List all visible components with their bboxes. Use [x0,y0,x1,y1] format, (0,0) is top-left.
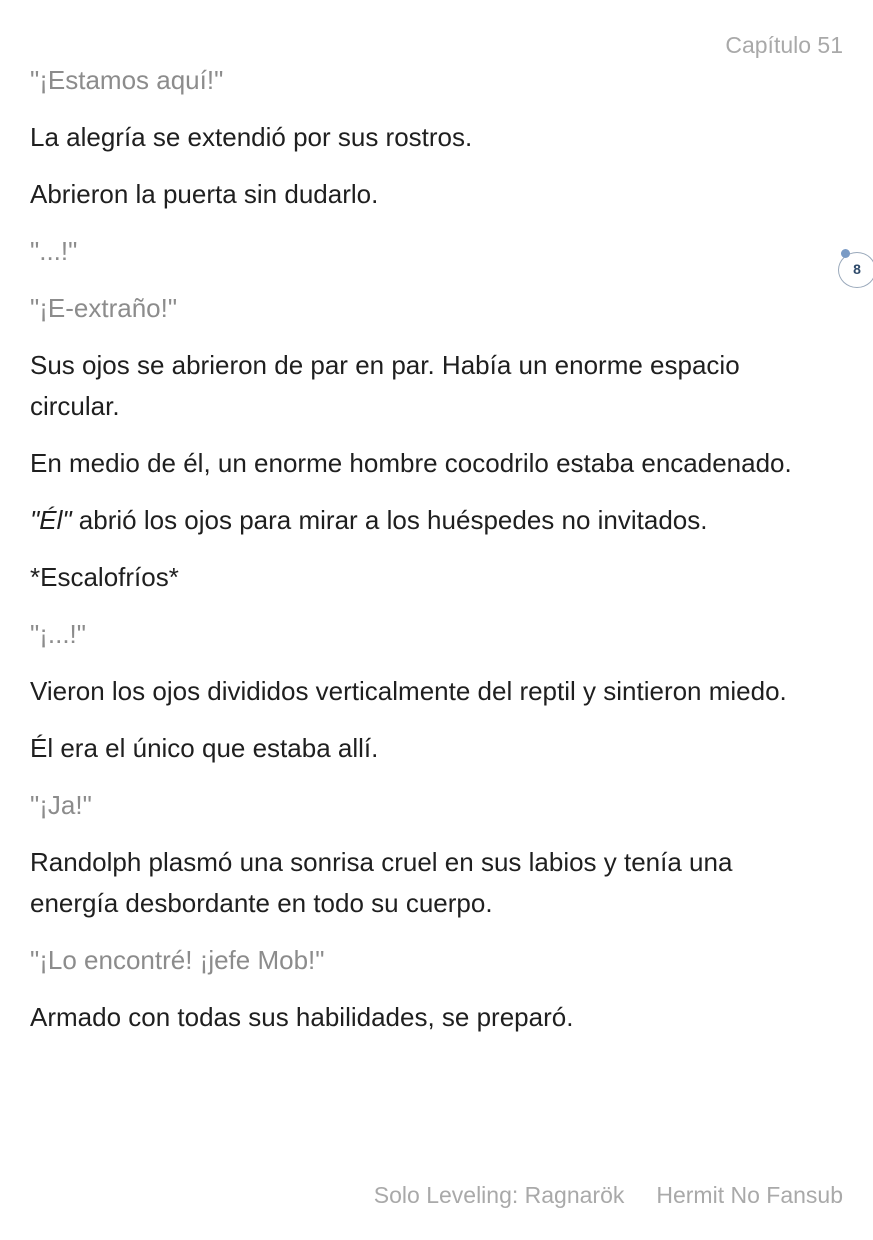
novel-title: Solo Leveling: Ragnarök [373,1182,625,1208]
dialog-line: "¡Lo encontré! ¡jefe Mob!" [30,945,325,975]
narration-paragraph: En medio de él, un enorme hombre cocodrilo estaba encadenado. [30,448,792,478]
narration-paragraph: *Escalofríos* [30,562,179,592]
dialog-line: "¡E-extraño!" [30,293,178,323]
dialog-line: "...!" [30,236,78,266]
chapter-label: Capítulo 51 [725,32,843,58]
narration-paragraph: Armado con todas sus habilidades, se preparó. [30,1002,574,1032]
emphasis-text: "Él" [30,505,72,535]
dialog-line: "¡Ja!" [30,790,92,820]
dialog-line: "¡Estamos aquí!" [30,65,224,95]
page-marker-icon [841,249,850,258]
narration-text: abrió los ojos para mirar a los huéspedes no invitados. [71,505,708,535]
narration-paragraph [30,500,820,541]
group-name: Hermit No Fansub [656,1182,843,1208]
narration-paragraph: Sus ojos se abrieron de par en par. Había un enorme espacio circular. [30,350,740,421]
narration-paragraph: Abrieron la puerta sin dudarlo. [30,179,379,209]
narration-paragraph: La alegría se extendió por sus rostros. [30,122,473,152]
page-marker-button[interactable] [838,252,873,288]
footer [374,1180,843,1210]
narration-paragraph: Vieron los ojos divididos verticalmente del reptil y sintieron miedo. [30,676,787,706]
page-number: 8 [853,261,861,277]
chapter-text [30,60,820,1054]
narration-paragraph: Randolph plasmó una sonrisa cruel en sus labios y tenía una energía desbordante en todo su cuerpo. [30,847,733,918]
narration-paragraph: Él era el único que estaba allí. [30,733,379,763]
dialog-line: "¡...!" [30,619,87,649]
